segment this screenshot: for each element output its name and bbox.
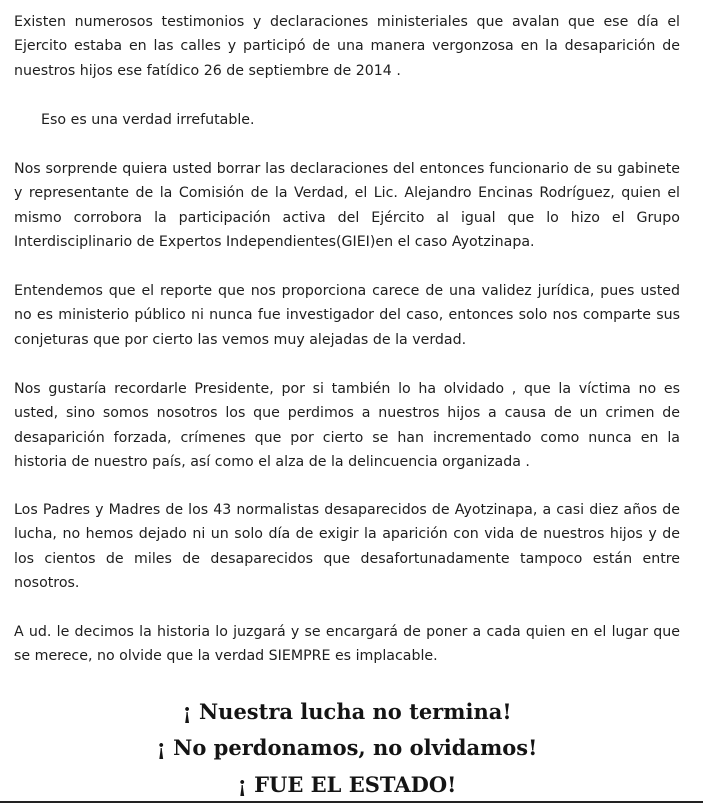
- paragraph-victims: Nos gustaría recordarle Presidente, por si también lo ha olvidado , que la víctima no es usted, sino somos nosotros los que perdimos a nuestros hijos a causa de un crimen de desaparición forzada, crímenes que por cierto se han incrementado como nunca en la historia de nuestro país, así como el alza de la delincuencia organizada .: [14, 381, 680, 471]
- motto-no-forgiveness: ¡ No perdonamos, no olvidamos!: [156, 735, 538, 760]
- motto-it-was-the-state: ¡ FUE EL ESTADO!: [237, 772, 457, 797]
- paragraph-encinas-declarations: Nos sorprende quiera usted borrar las declaraciones del entonces funcionario de su gabinete y representante de la Comisión de la Verdad, el Lic. Alejandro Encinas Rodríguez, quien el mismo corrobora la participación activa del Ejército al igual que lo hizo el Grupo Interdisciplinario de Expertos Independientes(GIEI)en el caso Ayotzinapa.: [14, 161, 680, 251]
- paragraph-report-validity: Entendemos que el reporte que nos proporciona carece de una validez jurídica, pues usted no es ministerio público ni nunca fue investigador del caso, entonces solo nos comparte sus conjeturas que por cierto las vemos muy alejadas de la verdad.: [14, 283, 680, 348]
- paragraph-testimonies: Existen numerosos testimonios y declaraciones ministeriales que avalan que ese día el Ejercito estaba en las calles y participó de una manera vergonzosa en la desaparición de nuestros hijos ese fatídico 26 de septiembre de 2014 .: [14, 14, 680, 79]
- paragraph-parents-struggle: Los Padres y Madres de los 43 normalistas desaparecidos de Ayotzinapa, a casi diez años de lucha, no hemos dejado ni un solo día de exigir la aparición con vida de nuestros hijos y de los cientos de miles de desaparecidos que desafortunadamente tampoco están entre nosotros.: [14, 502, 680, 592]
- paragraph-irrefutable-truth: Eso es una verdad irrefutable.: [14, 112, 255, 128]
- paragraph-history-judgement: A ud. le decimos la historia lo juzgará y se encargará de poner a cada quien en el lugar que se merece, no olvide que la verdad SIEMPRE es implacable.: [14, 624, 680, 665]
- motto-struggle-continues: ¡ Nuestra lucha no termina!: [182, 699, 512, 724]
